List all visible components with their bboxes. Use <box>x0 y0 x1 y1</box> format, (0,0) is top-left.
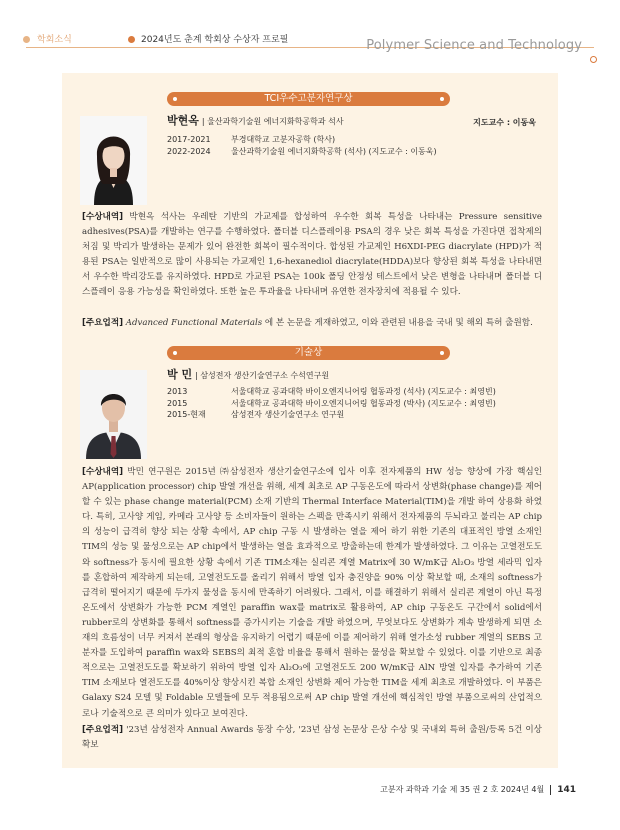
recipient-line <box>167 369 329 382</box>
banner-dot-icon <box>440 97 444 101</box>
award-title: 기술상 <box>294 347 323 358</box>
journal-title: Polymer Science and Technology <box>366 38 582 53</box>
journal-name: Advanced Functional Materials <box>125 318 263 328</box>
portrait-photo <box>80 370 147 459</box>
history-item: 2022-2024 울산과학기술원 에너지화학공학 (석사) (지도교수 : 이동욱) <box>167 146 437 156</box>
page-number: 141 <box>550 785 576 795</box>
history-item: 2015-현재 삼성전자 생산기술연구소 연구원 <box>167 410 345 419</box>
recipient-line <box>167 115 344 128</box>
content-tag: [수상내역] <box>82 212 124 222</box>
content-text: 박현옥 석사는 우레탄 기반의 가교제를 합성하여 우수한 회복 특성을 나타내는 Pressure sensitive adhesives(PSA)를 개발하는 연구를 수행하였다. 폴더블 디스플레이용 PSA의 경우 낮은 회복 특성을 가진다면 접착제의 처짐 및 박리가 발생하는 문제가 있어 완전한 회복이 필수적이다. 합성된 가교제인 H6XDI-PEG diacrylate (HPD)가 적용된 PSA는 일반적으로 많이 사용되는 가교제인 1,6-hexanediol diacrylate(HDDA)보다 향상된 회복 특성을 나타내면서 우수한 박리강도를 유지하였다. HPD로 가교된 PSA는 100k 폴딩 안정성 테스트에서 낮은 변형을 나타내며 폴더블 디스플레이 응용 가능성을 확인하였다. 또한 높은 투과율을 나타내며 유연한 전자장치에 적용될 수 있다. <box>82 212 542 298</box>
recipient-affiliation: | 울산과학기술원 에너지화학공학과 석사 <box>201 117 344 126</box>
header-topic: 2024년도 춘계 학회상 수상자 프로필 <box>141 35 289 45</box>
history-item: 2013 서울대학교 공과대학 바이오엔지니어링 협동과정 (석사) (지도교수 : 최영빈) <box>167 387 496 396</box>
recipient-name: 박현옥 <box>167 114 199 127</box>
major-achievements <box>82 723 542 753</box>
advisor-label: 지도교수 : 이동욱 <box>473 118 536 127</box>
award-banner <box>167 346 450 360</box>
history-item: 2017-2021 부경대학교 고분자공학 (학사) <box>167 135 336 144</box>
award-banner <box>167 92 450 106</box>
history-list <box>167 134 437 157</box>
major-text: '23년 삼성전자 Annual Awards 동장 수상, '23년 삼성 논문상 은상 수상 및 국내외 특허 출원/등록 5건 이상 확보 <box>82 725 542 751</box>
major-tag: [주요업적] <box>82 725 124 735</box>
award-title: TCI우수고분자연구상 <box>264 93 353 104</box>
major-tag: [주요업적] <box>82 318 124 328</box>
page-header <box>0 0 620 62</box>
page-footer <box>380 784 576 795</box>
content-text: 박민 연구원은 2015년 ㈜삼성전자 생산기술연구소에 입사 이후 전자제품의 HW 성능 향상에 가장 핵심인 AP(application processor) chip 발열 개선을 위해, 세계 최초로 AP 구동온도에 따라서 상변화(phase change)를 제어 할 수 있는 phase change material(PCM) 소재 기반의 Thermal Interface Material(TIM)을 개발 하여 상용화 하였다. 특히, 고사양 게임, 카메라 고사양 등 소비자들이 원하는 스펙을 만족시키 위해서 전자제품의 두뇌라고 불리는 AP chip의 성능이 급격히 향상 되는 상황 속에서, AP chip 구동 시 발생하는 열을 제어 하기 위한 기존의 대표적인 방열 소재인 TIM의 성능 및 물성으로는 AP chip에서 발생하는 열을 효과적으로 방출하는데 한계가 발생하였다. 그 이유는 고열전도도와 softness가 동시에 필요한 상황 속에서 기존 TIM소재는 실리콘 계열 Matrix에 30 W/mK급 Al₂O₃ 방열 세라믹 입자를 혼합하여 제작하게 되는데, 고열전도도를 올리기 위해서 방열 입자 충진양을 90% 이상 확보할 때, 소재의 softness가 급격히 떨어지기 때문에 두가지 물성을 동시에 만족하기 어려웠다. 그래서, 이를 해결하기 위해서 실리콘 계열이 아닌 특정 온도에서 상변화가 가능한 PCM 계열인 paraffin wax를 matrix로 활용하여, AP chip 구동온도 구간에서 solid에서 rubber로의 상변화를 통해서 softness를 증가시키는 기술을 개발 하였으며, 무엇보다도 상변화가 계속 발생하게 되면 소재의 흐름성이 너무 커져서 본래의 형상을 유지하기 어렵기 때문에 이를 제어하기 위해 열가소성 rubber 계열의 SEBS 고분자를 도입하여 paraffin wax와 SEBS의 최적 혼합 비율을 통해서 원하는 물성을 확보할 수 있었다. 이를 기반으로 최종적으로는 고열전도도를 확보하기 위하여 방열 입자 Al₂O₃에 고열전도도 200 W/mK급 AlN 방열 입자를 추가하여 기존 TIM 소재보다 열전도도를 40%이상 향상시킨 복합 소재인 상변화 제어 가능한 TIM을 세계 최초로 개발하였다. 이 부품은 Galaxy S24 모델 및 Foldable 모델들에 모두 적용됨으로써 AP chip 발열 개선에 핵심적인 방열 부품으로써의 산업적으로나 기술적으로 큰 의미가 있다고 보여진다. <box>82 467 542 719</box>
banner-dot-icon <box>440 351 444 355</box>
recipient-affiliation: | 삼성전자 생산기술연구소 수석연구원 <box>195 371 330 380</box>
history-list <box>167 386 496 421</box>
recipient-name: 박 민 <box>167 368 193 381</box>
award-description <box>82 210 542 301</box>
major-text: 에 본 논문을 게재하였고, 이와 관련된 내용을 국내 및 해외 특허 출원함. <box>264 318 533 328</box>
major-achievements <box>82 316 542 331</box>
header-section: 학회소식 <box>37 35 72 45</box>
content-tag: [수상내역] <box>82 467 124 477</box>
award-description <box>82 465 542 722</box>
header-dot-icon <box>23 36 30 43</box>
history-item: 2015 서울대학교 공과대학 바이오엔지니어링 협동과정 (박사) (지도교수 : 최영빈) <box>167 398 496 408</box>
header-ring-icon <box>590 56 597 63</box>
header-dot-icon <box>128 36 135 43</box>
footer-citation: 고분자 과학과 기술 제 35 권 2 호 2024년 4월 <box>380 785 545 794</box>
portrait-photo <box>80 116 147 205</box>
